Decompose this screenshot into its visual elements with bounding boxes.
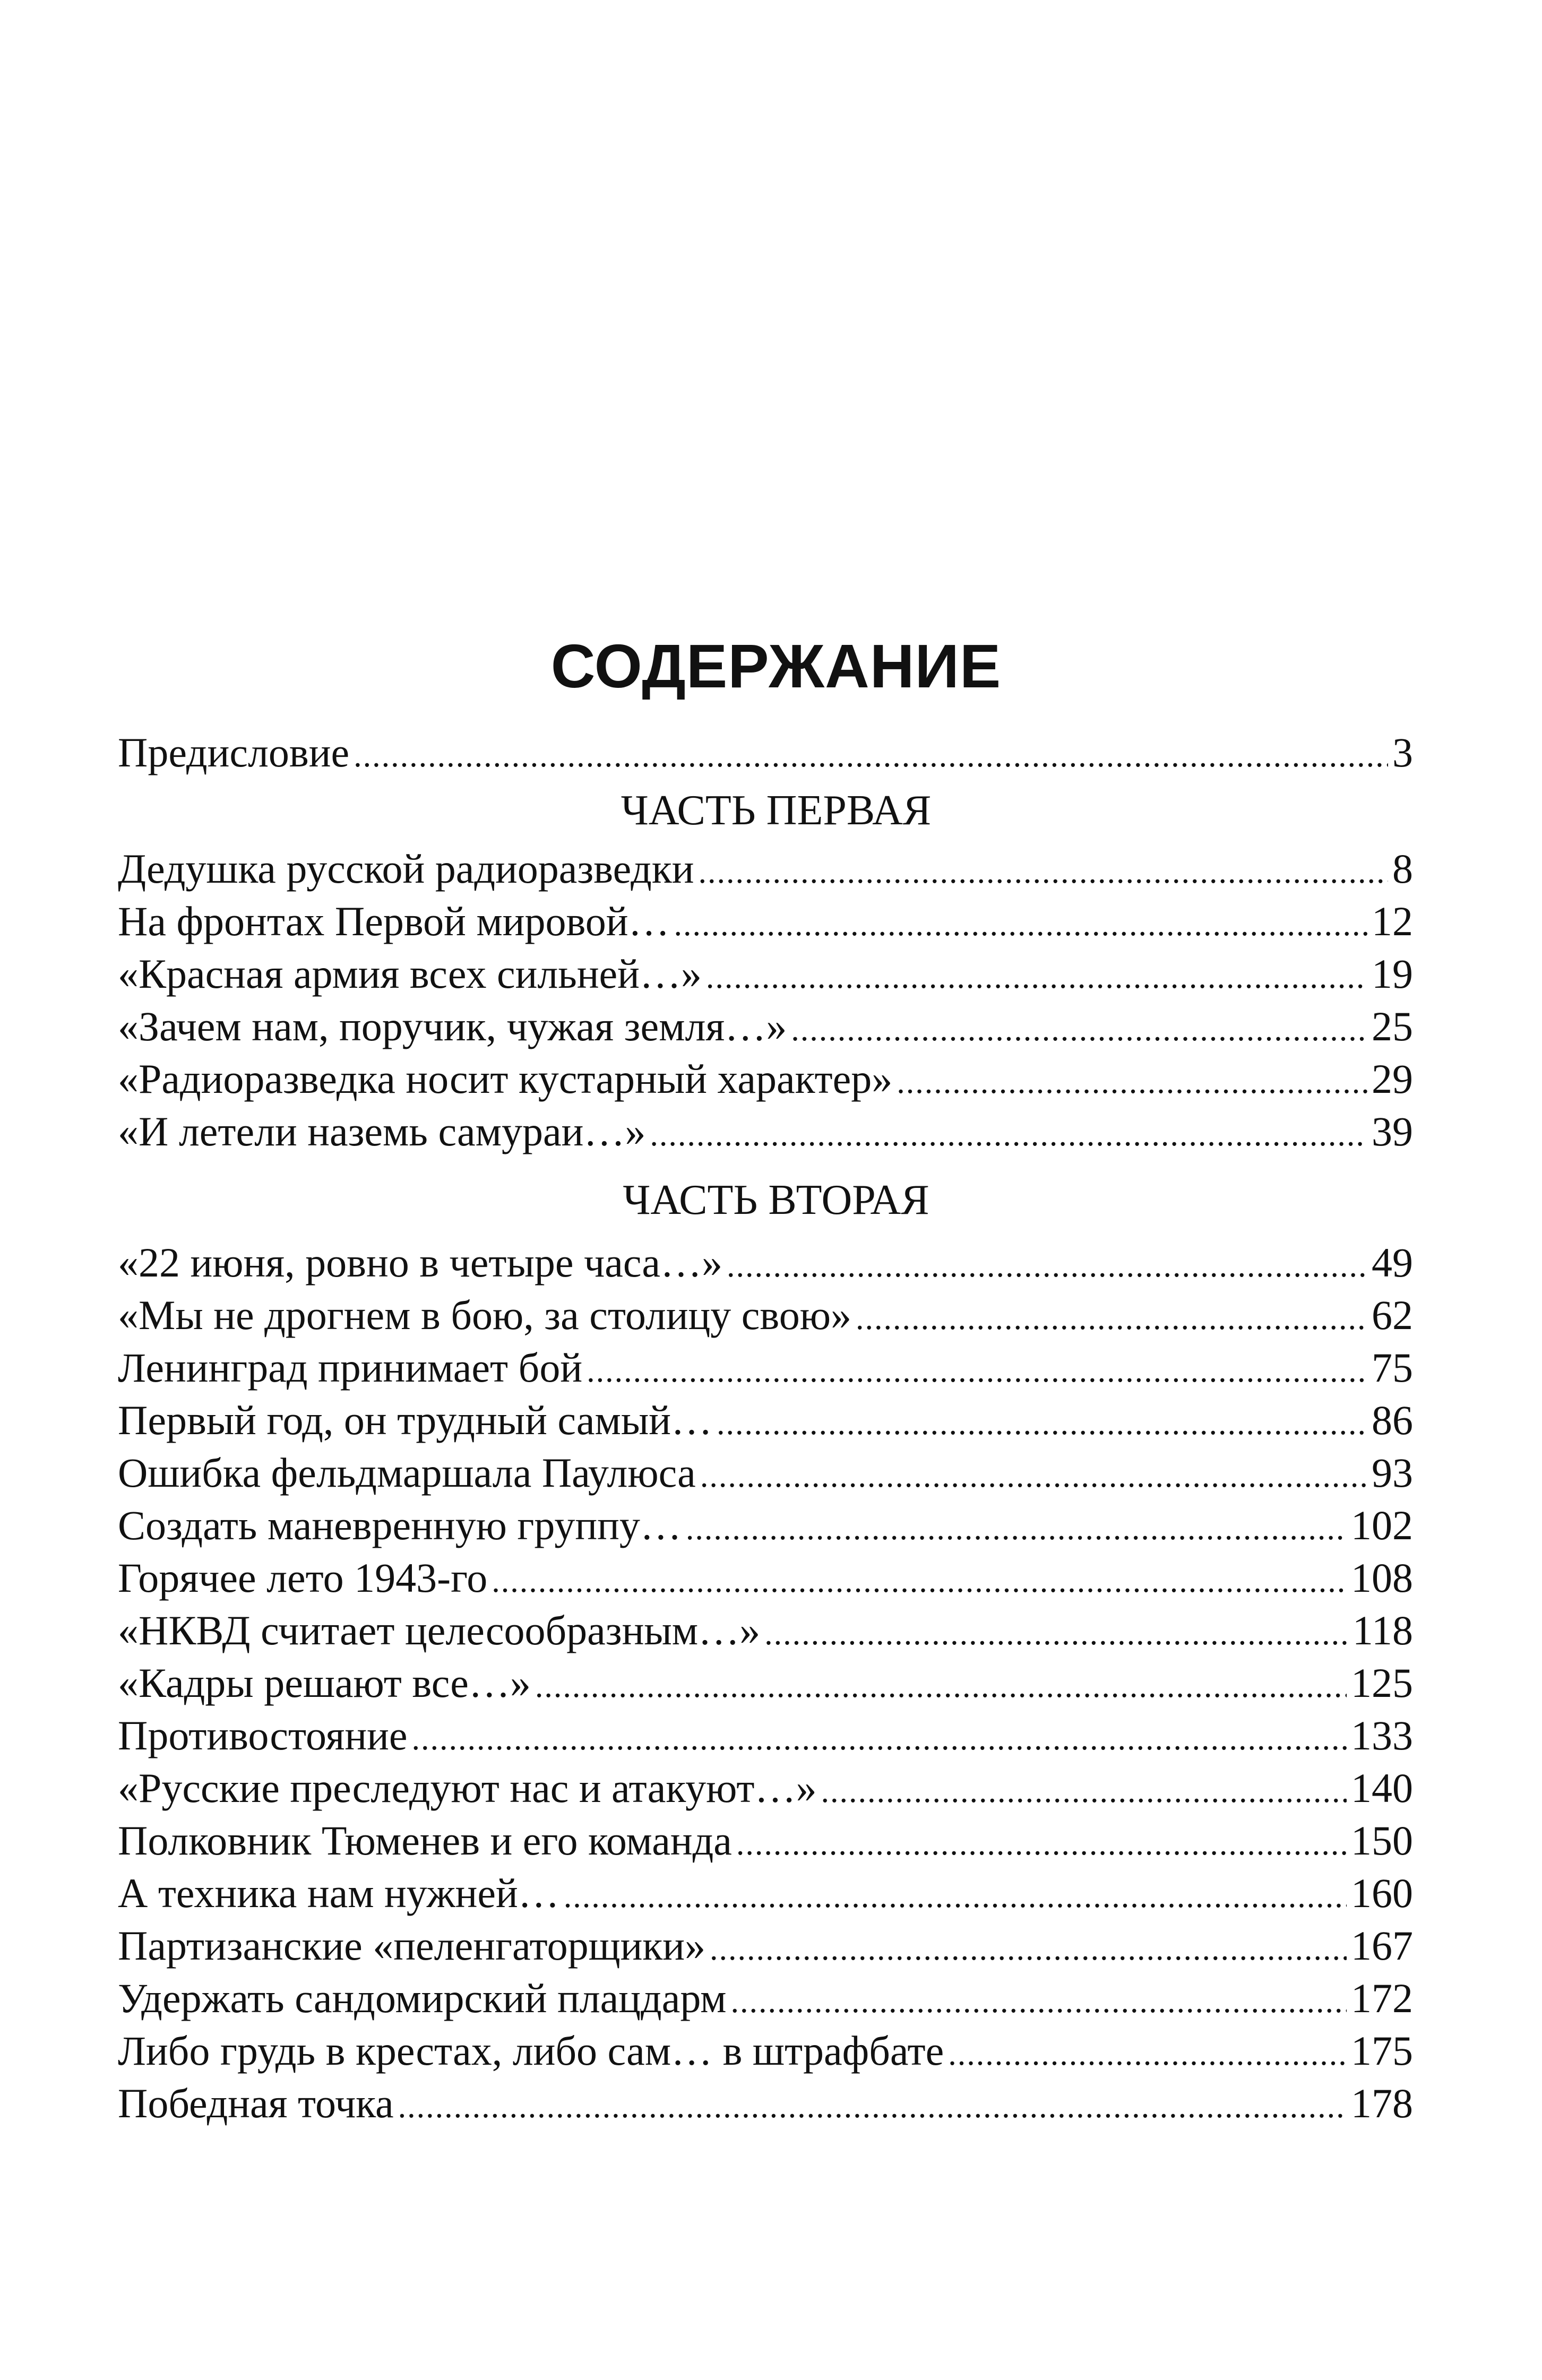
toc-entry [118,1446,1413,1499]
toc-entry-title: Дедушка русской радиоразведки [118,846,694,892]
toc-entry-page: 102 [1351,1502,1413,1548]
toc-entry-title: Противостояние [118,1712,408,1758]
toc-entry-page: 118 [1352,1607,1413,1653]
toc-entry-title: «НКВД считает целесообразным…» [118,1607,761,1653]
toc-entry-page: 62 [1372,1292,1413,1338]
toc-entry [118,1394,1413,1446]
dot-leader [686,1503,1347,1555]
toc-entry-page: 140 [1351,1765,1413,1811]
page-title: СОДЕРЖАНИЕ [550,632,1002,701]
toc-entry [118,1762,1413,1814]
toc-entry-title: Горячее лето 1943-го [118,1555,488,1601]
toc-entry-page: 3 [1392,729,1413,775]
toc-entry-title: «Красная армия всех сильней…» [118,951,702,997]
toc-entry-title: «Кадры решают все…» [118,1660,531,1706]
toc-entry-page: 93 [1372,1450,1413,1496]
dot-leader [736,1818,1347,1870]
toc-entry [118,1341,1413,1394]
toc-entry-page: 178 [1351,2080,1413,2126]
toc-entry-page: 8 [1392,846,1413,892]
part-heading-1: ЧАСТЬ ПЕРВАЯ [621,787,932,834]
toc-entry-page: 172 [1351,1975,1413,2021]
toc-entry [118,842,1413,895]
toc-entry-title: «22 июня, ровно в четыре часа…» [118,1239,723,1286]
toc-entry-page: 150 [1351,1817,1413,1864]
toc-entry [118,1551,1413,1604]
toc-entry-page: 133 [1351,1712,1413,1758]
dot-leader [650,1109,1367,1161]
dot-leader [587,1345,1367,1398]
dot-leader [897,1056,1367,1109]
toc-entry-title: А техника нам нужней… [118,1870,559,1916]
part-1-entries [118,842,1413,1158]
toc-entry [118,1657,1413,1709]
toc-entry [118,1236,1413,1289]
toc-entry [118,895,1413,947]
toc-entry-page: 125 [1351,1660,1413,1706]
part-heading-2: ЧАСТЬ ВТОРАЯ [623,1177,929,1223]
dot-leader [564,1870,1347,1923]
toc-entry [118,2024,1413,2077]
toc-entry-title: На фронтах Первой мировой… [118,898,670,944]
toc-entry [118,1289,1413,1341]
dot-leader [710,1923,1347,1976]
toc-entry [118,1053,1413,1105]
dot-leader [535,1660,1347,1713]
toc-entry-title: «И летели наземь самураи…» [118,1108,646,1154]
toc-entry-page: 108 [1351,1555,1413,1601]
toc-entry-page: 12 [1372,898,1413,944]
toc-entry-title: Ошибка фельдмаршала Паулюса [118,1450,696,1496]
dot-leader [727,1240,1367,1292]
toc-entry-preface [118,726,1413,779]
toc-entry-title: Создать маневренную группу… [118,1502,682,1548]
toc-entry-page: 39 [1372,1108,1413,1154]
toc-entry [118,1972,1413,2024]
toc-entry [118,1499,1413,1551]
part-2-entries [118,1236,1413,2129]
toc-entry-title: Победная точка [118,2080,394,2126]
toc-entry-title: «Русские преследуют нас и атакуют…» [118,1765,817,1811]
dot-leader [700,1450,1367,1503]
toc-entry-title: Ленинград принимает бой [118,1344,583,1391]
dot-leader [948,2028,1347,2081]
dot-leader [856,1292,1367,1345]
toc-entry [118,1867,1413,1919]
toc-entry-title: Партизанские «пеленгаторщики» [118,1922,706,1969]
toc-entry-page: 160 [1351,1870,1413,1916]
toc-entry-page: 19 [1372,951,1413,997]
dot-leader [699,846,1389,899]
dot-leader [412,1713,1347,1765]
toc-entry [118,1814,1413,1867]
toc-entry-page: 29 [1372,1056,1413,1102]
table-of-contents [118,626,1413,2129]
toc-entry-title: Первый год, он трудный самый… [118,1397,713,1443]
toc-entry-title: Либо грудь в крестах, либо сам… в штрафбате [118,2028,944,2074]
toc-entry-title: «Зачем нам, поручик, чужая земля…» [118,1003,787,1049]
dot-leader [706,951,1367,1004]
dot-leader [791,1004,1367,1056]
dot-leader [731,1976,1347,2028]
dot-leader [398,2081,1347,2133]
dot-leader [354,730,1388,782]
toc-entry-title: «Радиоразведка носит кустарный характер» [118,1056,893,1102]
toc-entry-title: «Мы не дрогнем в бою, за столицу свою» [118,1292,851,1338]
dot-leader [674,899,1367,951]
toc-entry [118,2077,1413,2129]
toc-entry-title: Полковник Тюменев и его команда [118,1817,732,1864]
toc-entry [118,1709,1413,1762]
dot-leader [492,1555,1347,1608]
toc-entry-page: 75 [1372,1344,1413,1391]
toc-entry-title: Удержать сандомирский плацдарм [118,1975,727,2021]
dot-leader [764,1608,1348,1660]
toc-entry [118,1919,1413,1972]
toc-entry [118,1604,1413,1657]
toc-entry-page: 167 [1351,1922,1413,1969]
toc-entry [118,1000,1413,1053]
toc-entry-page: 86 [1372,1397,1413,1443]
dot-leader [821,1765,1347,1818]
dot-leader [717,1398,1367,1450]
toc-entry-title: Предисловие [118,729,350,775]
toc-entry [118,1105,1413,1158]
toc-entry [118,947,1413,1000]
toc-entry-page: 49 [1372,1239,1413,1286]
toc-entry-page: 25 [1372,1003,1413,1049]
toc-entry-page: 175 [1351,2028,1413,2074]
